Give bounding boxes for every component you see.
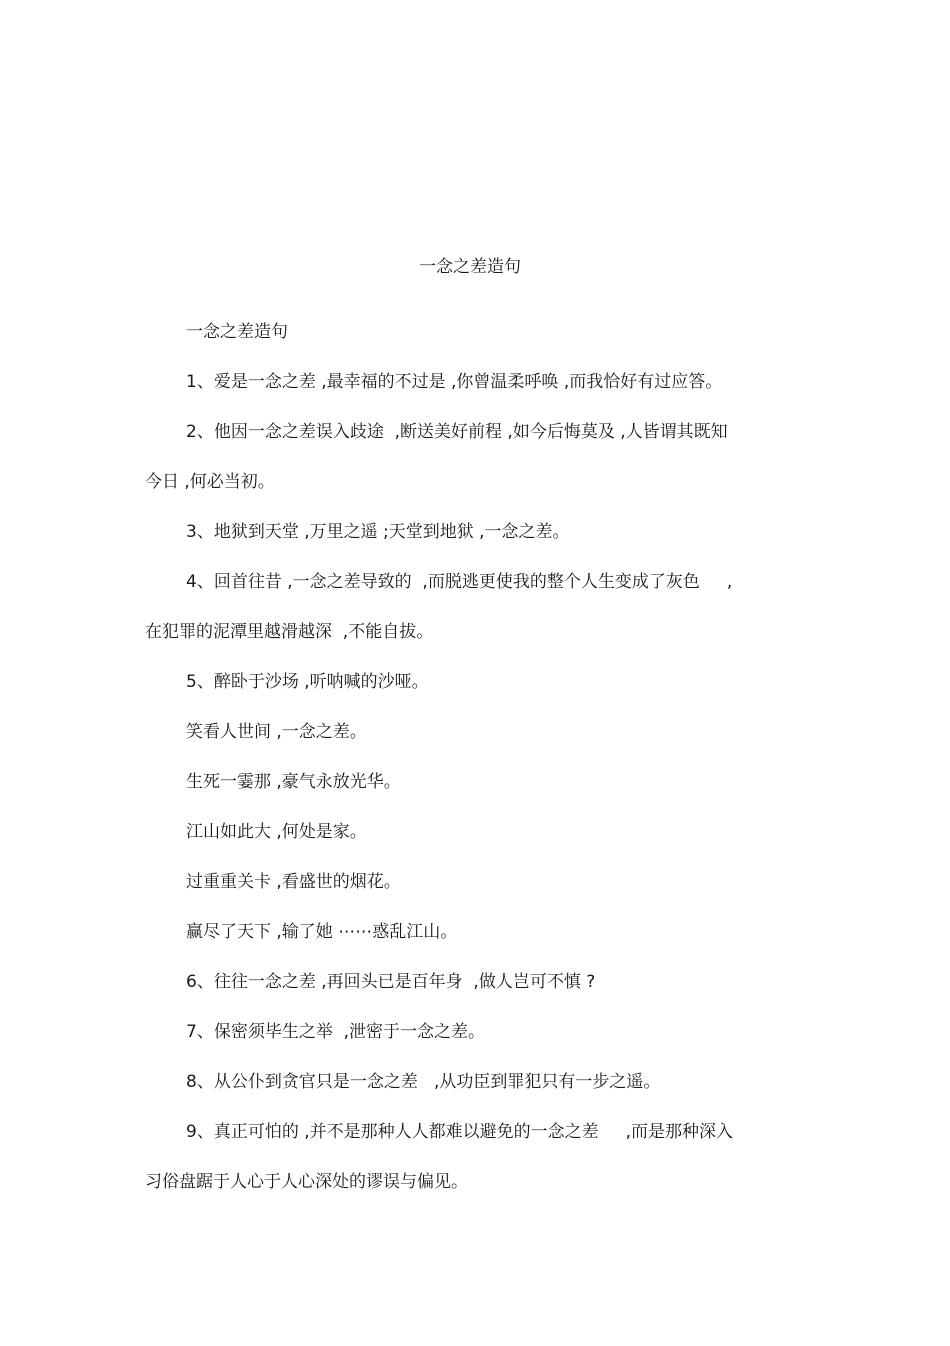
sentence-line: 江山如此大 ,何处是家。 (186, 822, 367, 842)
sentence-line: 1、爱是一念之差 ,最幸福的不过是 ,你曾温柔呼唤 ,而我恰好有过应答。 (186, 372, 723, 392)
sentence-line: 笑看人世间 ,一念之差。 (186, 722, 367, 742)
sentence-line-continuation: 在犯罪的泥潭里越滑越深 ,不能自拔。 (145, 622, 434, 642)
sentence-line: 2、他因一念之差误入歧途 ,断送美好前程 ,如今后悔莫及 ,人皆谓其既知 (186, 422, 728, 442)
sentence-line: 8、从公仆到贪官只是一念之差 ,从功臣到罪犯只有一步之遥。 (186, 1072, 661, 1092)
sentence-line: 7、保密须毕生之举 ,泄密于一念之差。 (186, 1022, 486, 1042)
sentence-line: 9、真正可怕的 ,并不是那种人人都难以避免的一念之差 ,而是那种深入 (186, 1122, 734, 1142)
document-title: 一念之差造句 (419, 257, 521, 277)
sentence-line-continuation: 习俗盘踞于人心于人心深处的谬误与偏见。 (145, 1172, 468, 1192)
sentence-line: 赢尽了天下 ,输了她 ⋯⋯惑乱江山。 (186, 922, 458, 942)
sentence-line: 6、往往一念之差 ,再回头已是百年身 ,做人岂可不慎 ? (186, 972, 596, 992)
sentence-line: 5、醉卧于沙场 ,听呐喊的沙哑。 (186, 672, 429, 692)
document-subtitle: 一念之差造句 (186, 322, 288, 342)
sentence-line-continuation: 今日 ,何必当初。 (145, 472, 275, 492)
sentence-line: 过重重关卡 ,看盛世的烟花。 (186, 872, 401, 892)
sentence-line: 4、回首往昔 ,一念之差导致的 ,而脱逃更使我的整个人生变成了灰色 , (186, 572, 733, 592)
sentence-line: 3、地狱到天堂 ,万里之遥 ;天堂到地狱 ,一念之差。 (186, 522, 570, 542)
sentence-line: 生死一霎那 ,豪气永放光华。 (186, 772, 401, 792)
